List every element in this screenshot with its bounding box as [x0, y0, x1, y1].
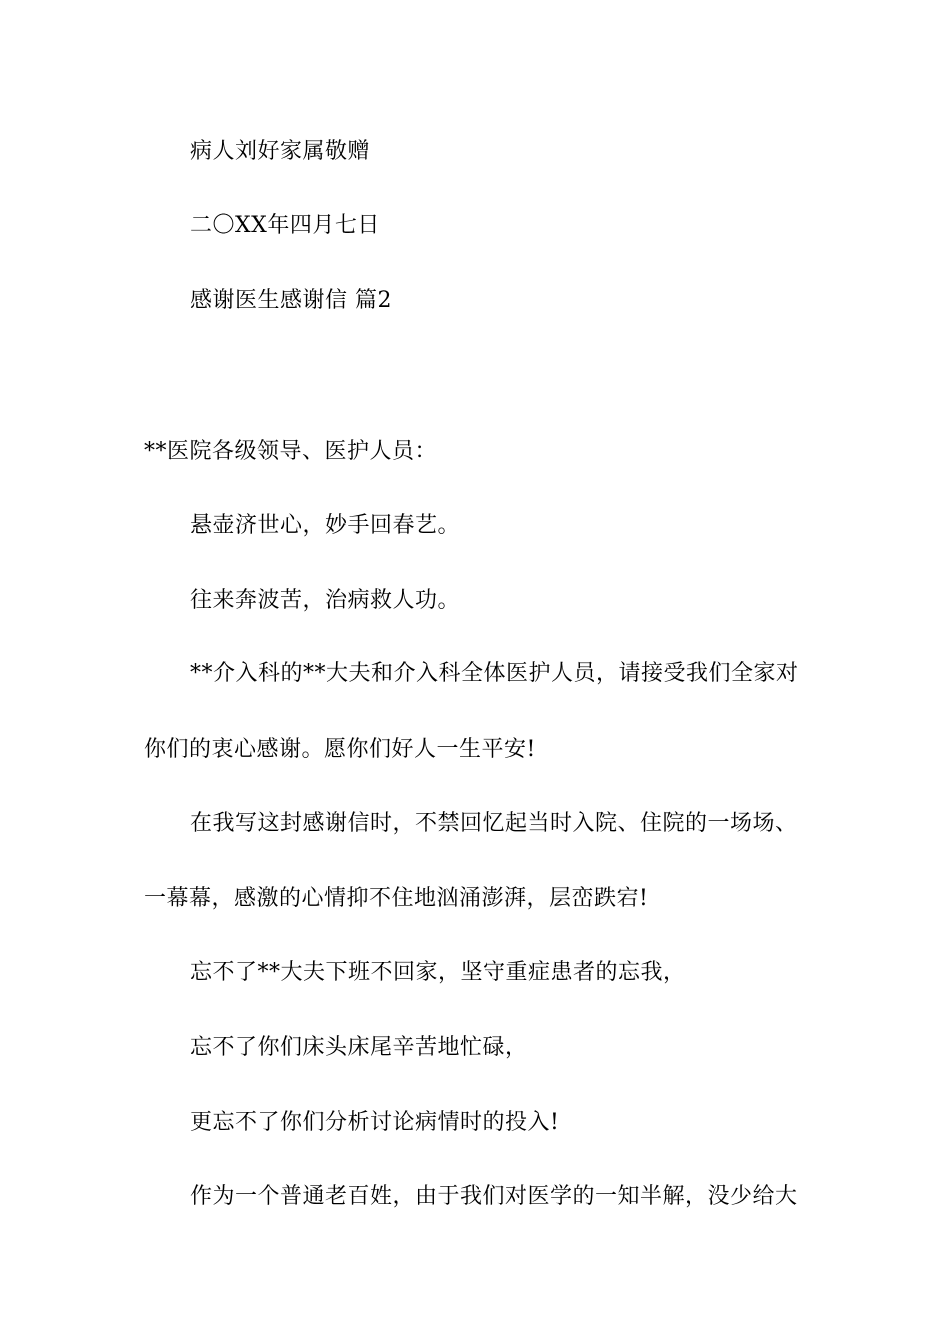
letter-salutation: **医院各级领导、医护人员：: [144, 439, 438, 464]
signature-line: 病人刘好家属敬赠: [190, 139, 371, 164]
text-line: 忘不了**大夫下班不回家，坚守重症患者的忘我，: [190, 960, 686, 985]
text-line: **介入科的**大夫和介入科全体医护人员，请接受我们全家对: [190, 661, 799, 686]
text-line: 悬壶济世心，妙手回春艺。: [190, 513, 461, 538]
date-line: 二〇XX年四月七日: [190, 213, 380, 238]
text-line: 往来奔波苦，治病救人功。: [190, 588, 461, 613]
section-heading: 感谢医生感谢信 篇2: [190, 288, 392, 313]
text-line: 你们的衷心感谢。愿你们好人一生平安!: [144, 737, 536, 762]
text-line: 更忘不了你们分析讨论病情时的投入!: [190, 1110, 560, 1135]
text-line: 一幕幕，感激的心情抑不住地汹涌澎湃，层峦跌宕!: [144, 886, 649, 911]
text-line: 作为一个普通老百姓，由于我们对医学的一知半解，没少给大: [190, 1184, 798, 1209]
text-line: 在我写这封感谢信时，不禁回忆起当时入院、住院的一场场、: [190, 811, 798, 836]
text-line: 忘不了你们床头床尾辛苦地忙碌，: [190, 1035, 528, 1060]
